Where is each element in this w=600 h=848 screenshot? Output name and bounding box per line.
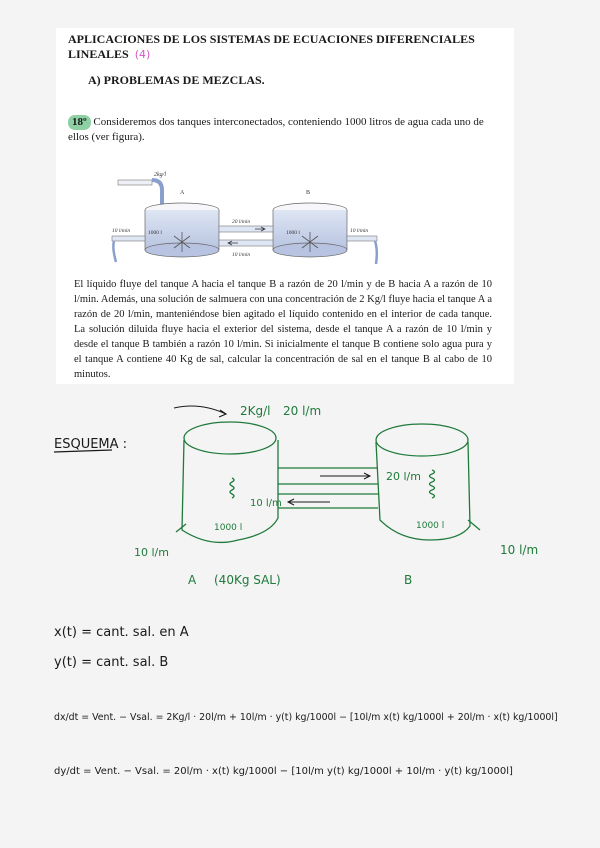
section-heading: A) PROBLEMAS DE MEZCLAS.	[88, 73, 265, 87]
fig-vol-b: 1000 l	[286, 230, 300, 236]
problem-statement	[68, 115, 504, 145]
page-title: APLICACIONES DE LOS SISTEMAS DE ECUACIONES DIFERENCIALES LINEALES (4)	[68, 32, 475, 61]
handwritten-notes	[0, 390, 600, 848]
title-number: (4)	[134, 48, 151, 61]
sketch-vol-b: 1000 l	[416, 521, 445, 531]
sketch-heading: ESQUEMA :	[54, 437, 128, 452]
sketch-label-a: A	[188, 573, 197, 587]
fig-tank-a: A	[180, 190, 185, 196]
sketch-label-a-note: (40Kg SAL)	[214, 573, 281, 587]
equation-dx: dx/dt = Vent. − Vsal. = 2Kg/l · 20l/m + 10l/m · y(t) kg/1000l − [10l/m x(t) kg/1000l + 20l/m · x(t) kg/1000l]	[54, 712, 558, 723]
fig-inflow-label: 2kg/l	[154, 172, 166, 178]
fig-tank-b: B	[306, 190, 311, 196]
problem-number-badge: 18º	[68, 115, 91, 130]
definition-y: y(t) = cant. sal. B	[54, 655, 169, 670]
sketch-flow-ab: 20 l/m	[386, 470, 421, 483]
sketch-flow-ba: 10 l/m	[250, 498, 282, 509]
sketch-in-conc: 2Kg/l	[240, 404, 271, 418]
sketch-out-a: 10 l/m	[134, 546, 169, 559]
definition-x: x(t) = cant. sal. en A	[54, 625, 189, 640]
equation-dy: dy/dt = Vent. − Vsal. = 20l/m · x(t) kg/1000l − [10l/m y(t) kg/1000l + 10l/m · y(t) kg/1000l]	[54, 766, 513, 777]
sketch-in-rate: 20 l/m	[283, 404, 322, 418]
problem-body: El líquido fluye del tanque A hacia el tanque B a razón de 20 l/min y de B hacia A a razón de 10 l/min. Además, una solución de salmuera con una concentración de 2 Kg/l fluye hacia el tanque A a razón de 20 l/min, manteniéndose bien agitado el líquido contenido en el interior de cada tanque. La solución diluida fluye hacia el exterior del sistema, desde el tanque A a razón de 10 l/min y desde el tanque B también a razón 10 l/min. Si inicialmente el tanque B contiene solo agua pura y el tanque A contiene 40 Kg de sal, calcular la concentración de sal en el tanque B al cabo de 10 minutos.	[74, 279, 492, 380]
problem-intro: Consideremos dos tanques interconectados, conteniendo 1000 litros de agua cada uno de ellos (ver figura).	[68, 116, 484, 143]
fig-vol-a: 1000 l	[148, 230, 162, 236]
tanks-figure	[110, 166, 390, 274]
fig-out-b: 10 l/min	[350, 228, 369, 234]
fig-out-a: 10 l/min	[112, 228, 131, 234]
sketch-label-b: B	[404, 573, 413, 587]
fig-flow-ab: 20 l/min	[232, 219, 251, 225]
sketch-vol-a: 1000 l	[214, 523, 243, 533]
sketch-out-b: 10 l/m	[500, 543, 539, 557]
fig-flow-ba: 10 l/min	[232, 252, 251, 258]
